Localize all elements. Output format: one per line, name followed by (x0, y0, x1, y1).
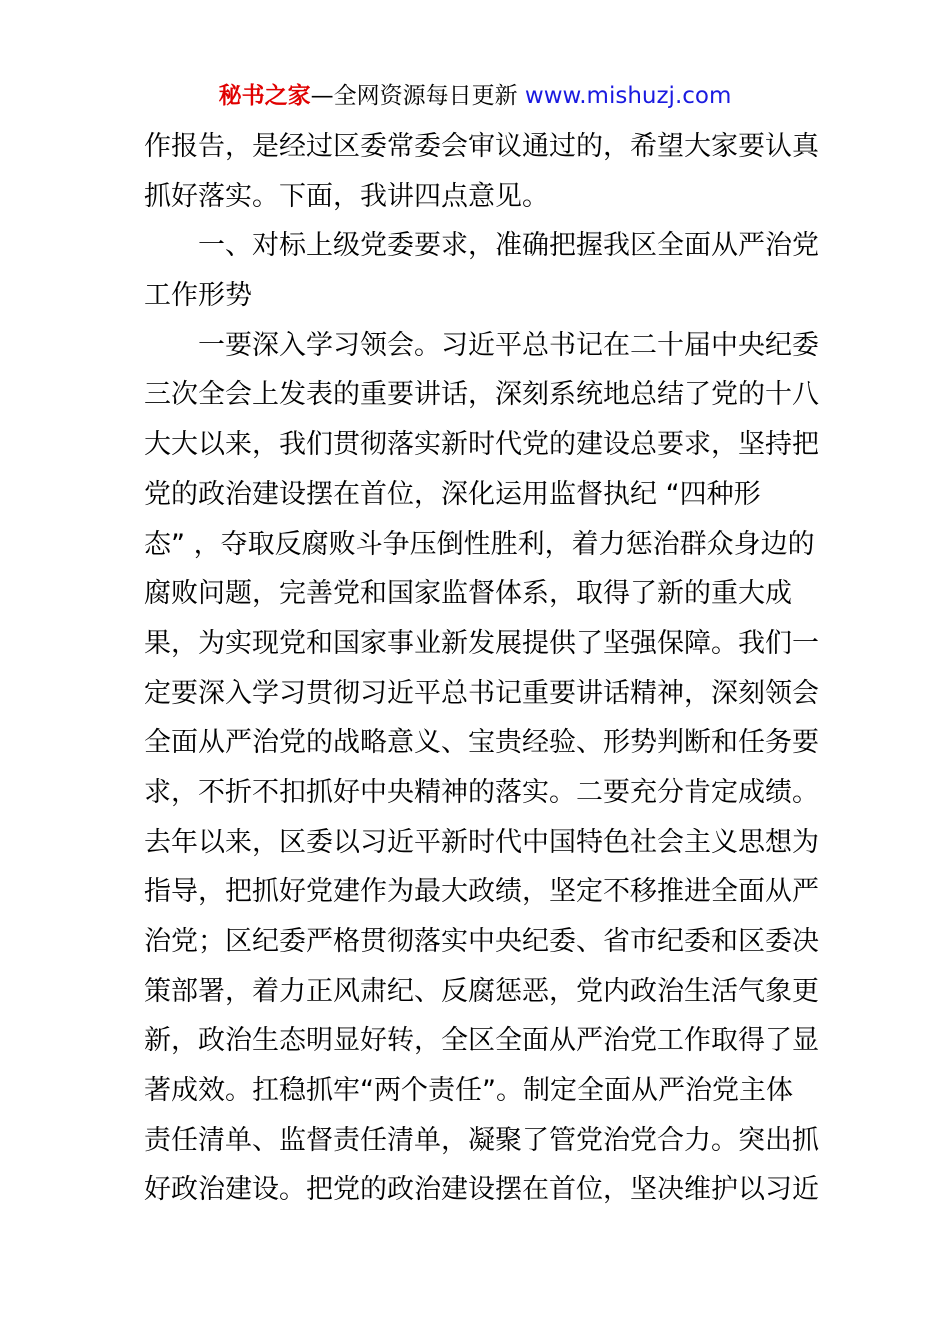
site-url-link[interactable]: www.mishuzj.com (524, 83, 732, 109)
text-line: 责任清单、监督责任清单，凝聚了管党治党合力。突出抓 (144, 1124, 819, 1156)
site-brand: 秘书之家 (218, 83, 311, 109)
text-line: 态” ，夺取反腐败斗争压倒性胜利，着力惩治群众身边的 (144, 528, 815, 560)
text-line: 好政治建设。把党的政治建设摆在首位，坚决维护以习近 (144, 1174, 819, 1206)
site-header (0, 80, 950, 112)
text-line: 全面从严治党的战略意义、宝贵经验、形势判断和任务要 (144, 727, 819, 759)
text-line: 策部署，着力正风肃纪、反腐惩恶，党内政治生活气象更 (144, 975, 819, 1007)
text-line: 著成效。扛稳抓牢“两个责任”。制定全面从严治党主体 (144, 1075, 793, 1107)
text-line: 去年以来，区委以习近平新时代中国特色社会主义思想为 (144, 826, 819, 858)
text-line: 三次全会上发表的重要讲话，深刻系统地总结了党的十八 (144, 379, 819, 411)
text-line: 腐败问题，完善党和国家监督体系，取得了新的重大成 (144, 578, 792, 610)
text-line: 一要深入学习领会。习近平总书记在二十届中央纪委 (198, 329, 819, 361)
text-line: 新，政治生态明显好转，全区全面从严治党工作取得了显 (144, 1025, 819, 1057)
site-tagline: —全网资源每日更新 (310, 83, 525, 109)
text-line: 果，为实现党和国家事业新发展提供了坚强保障。我们一 (144, 627, 819, 659)
text-line: 求，不折不扣抓好中央精神的落实。二要充分肯定成绩。 (144, 776, 819, 808)
section-heading-line: 工作形势 (144, 280, 252, 312)
text-line: 大大以来，我们贯彻落实新时代党的建设总要求，坚持把 (144, 429, 819, 461)
text-line: 党的政治建设摆在首位，深化运用监督执纪 “四种形 (144, 478, 761, 510)
text-line: 作报告，是经过区委常委会审议通过的，希望大家要认真 (144, 131, 819, 162)
section-heading-line: 一、对标上级党委要求，准确把握我区全面从严治党 (198, 230, 819, 262)
document-body (144, 122, 819, 1215)
text-line: 抓好落实。下面，我讲四点意见。 (144, 180, 549, 212)
text-line: 指导，把抓好党建作为最大政绩，坚定不移推进全面从严 (144, 876, 819, 908)
text-line: 治党；区纪委严格贯彻落实中央纪委、省市纪委和区委决 (144, 926, 819, 957)
text-line: 定要深入学习贯彻习近平总书记重要讲话精神，深刻领会 (144, 677, 819, 709)
